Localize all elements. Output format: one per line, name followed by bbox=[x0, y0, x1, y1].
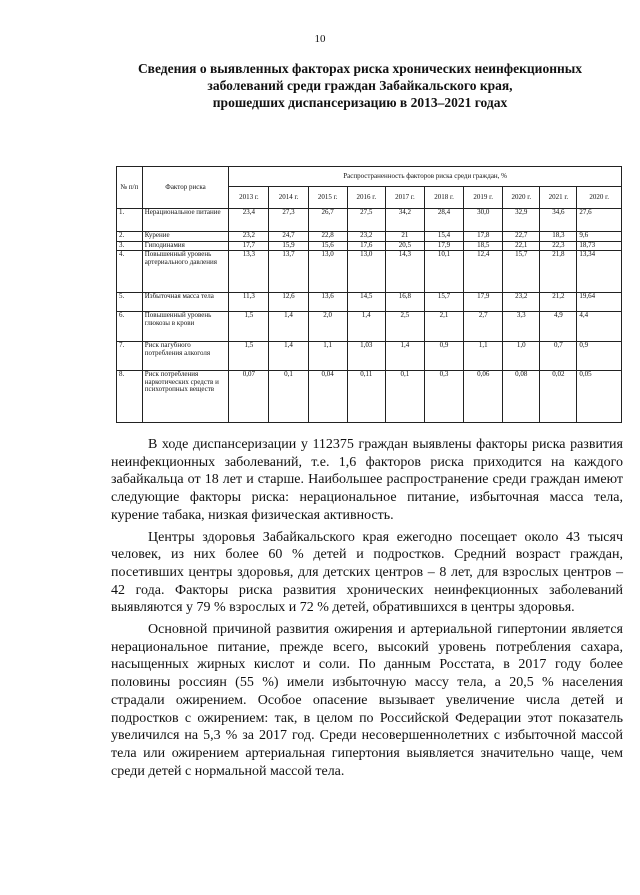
prevalence-value: 4,4 bbox=[577, 312, 622, 342]
risk-factor-name: Избыточная масса тела bbox=[142, 293, 229, 312]
risk-factor-name: Курение bbox=[142, 232, 229, 242]
prevalence-value: 28,4 bbox=[424, 209, 463, 232]
prevalence-value: 11,3 bbox=[229, 293, 269, 312]
paragraph: Основной причиной развития ожирения и артериальной гипертонии является нерациональное питание, прежде всего, высокий уровень потребления сахара, насыщенных жирных кислот и соли. По данным Росстата, в 2017 году более половины россиян (55 %) имели избыточную массу тела, а 20,5 % населения страдали ожирением. Особое опасение вызывает увеличение числа детей и подростков с ожирением: так, в целом по Российской Федерации этот показатель увеличился на 5,3 % за 2017 год. Среди несовершеннолетних с избыточной массой тела или ожирением артериальная гипертония выявляется значительно чаще, чем среди детей с нормальной массой тела. bbox=[111, 622, 623, 779]
prevalence-value: 13,7 bbox=[269, 251, 308, 293]
table-row bbox=[117, 371, 622, 423]
header-num: № п/п bbox=[117, 167, 143, 209]
prevalence-value: 30,0 bbox=[464, 209, 503, 232]
risk-factor-name: Риск потребления наркотических средств и психотропных веществ bbox=[142, 371, 229, 423]
prevalence-value: 0,04 bbox=[308, 371, 347, 423]
prevalence-value: 0,3 bbox=[424, 371, 463, 423]
prevalence-value: 2,1 bbox=[424, 312, 463, 342]
prevalence-value: 34,6 bbox=[540, 209, 577, 232]
risk-factor-name: Риск пагубного потребления алкоголя bbox=[142, 342, 229, 371]
prevalence-value: 13,0 bbox=[347, 251, 385, 293]
header-year: 2020 г. bbox=[577, 187, 622, 209]
header-year: 2020 г. bbox=[503, 187, 540, 209]
prevalence-value: 0,1 bbox=[385, 371, 424, 423]
table-row bbox=[117, 242, 622, 251]
header-year: 2018 г. bbox=[424, 187, 463, 209]
prevalence-value: 19,64 bbox=[577, 293, 622, 312]
prevalence-value: 21,8 bbox=[540, 251, 577, 293]
paragraph: Центры здоровья Забайкальского края ежегодно посещает около 43 тысяч человек, из них более 60 % детей и подростков. Средний возраст граждан, посетивших центры здоровья, для детских центров – 8 лет, для взрослых центров – 42 года. Факторы риска развития хронических неинфекционных заболеваний выявляются у 79 % взрослых и 72 % детей, обратившихся в центры здоровья. bbox=[111, 529, 623, 616]
row-number: 1. bbox=[117, 209, 143, 232]
document-title bbox=[95, 60, 625, 111]
prevalence-value: 21 bbox=[385, 232, 424, 242]
prevalence-value: 10,1 bbox=[424, 251, 463, 293]
header-year: 2017 г. bbox=[385, 187, 424, 209]
prevalence-value: 0,9 bbox=[577, 342, 622, 371]
prevalence-value: 15,4 bbox=[424, 232, 463, 242]
prevalence-value: 22,1 bbox=[503, 242, 540, 251]
risk-factor-name: Повышенный уровень глюкозы в крови bbox=[142, 312, 229, 342]
header-year: 2016 г. bbox=[347, 187, 385, 209]
prevalence-value: 22,8 bbox=[308, 232, 347, 242]
prevalence-value: 0,1 bbox=[269, 371, 308, 423]
prevalence-value: 13,6 bbox=[308, 293, 347, 312]
header-prevalence: Распространенность факторов риска среди граждан, % bbox=[229, 167, 622, 187]
row-number: 8. bbox=[117, 371, 143, 423]
table-row bbox=[117, 209, 622, 232]
prevalence-value: 0,08 bbox=[503, 371, 540, 423]
prevalence-value: 0,9 bbox=[424, 342, 463, 371]
prevalence-value: 14,3 bbox=[385, 251, 424, 293]
header-factor: Фактор риска bbox=[142, 167, 229, 209]
prevalence-value: 17,8 bbox=[464, 232, 503, 242]
row-number: 2. bbox=[117, 232, 143, 242]
risk-factor-name: Гиподинамия bbox=[142, 242, 229, 251]
paragraph: В ходе диспансеризации у 112375 граждан выявлены факторы риска развития неинфекционных заболеваний, т.е. 1,6 факторов риска приходится на каждого забайкальца от 18 лет и старше. Наибольшее распространение среди граждан имеют следующие факторы риска: нерациональное питание, избыточная масса тела, курение табака, низкая физическая активность. bbox=[111, 437, 623, 523]
row-number: 3. bbox=[117, 242, 143, 251]
prevalence-value: 27,6 bbox=[577, 209, 622, 232]
prevalence-value: 14,5 bbox=[347, 293, 385, 312]
prevalence-value: 15,6 bbox=[308, 242, 347, 251]
prevalence-value: 16,8 bbox=[385, 293, 424, 312]
body-text bbox=[111, 436, 623, 784]
prevalence-value: 34,2 bbox=[385, 209, 424, 232]
row-number: 5. bbox=[117, 293, 143, 312]
prevalence-value: 0,11 bbox=[347, 371, 385, 423]
prevalence-value: 23,2 bbox=[347, 232, 385, 242]
prevalence-value: 27,3 bbox=[269, 209, 308, 232]
title-line-2: заболеваний среди граждан Забайкальского края, bbox=[207, 78, 513, 93]
risk-factor-table bbox=[116, 166, 622, 423]
table-row bbox=[117, 342, 622, 371]
prevalence-value: 13,34 bbox=[577, 251, 622, 293]
prevalence-value: 32,9 bbox=[503, 209, 540, 232]
prevalence-value: 12,6 bbox=[269, 293, 308, 312]
prevalence-value: 23,4 bbox=[229, 209, 269, 232]
header-year: 2019 г. bbox=[464, 187, 503, 209]
prevalence-value: 23,2 bbox=[503, 293, 540, 312]
prevalence-value: 20,5 bbox=[385, 242, 424, 251]
prevalence-value: 27,5 bbox=[347, 209, 385, 232]
prevalence-value: 2,5 bbox=[385, 312, 424, 342]
prevalence-value: 4,9 bbox=[540, 312, 577, 342]
row-number: 4. bbox=[117, 251, 143, 293]
page-number: 10 bbox=[314, 33, 326, 45]
prevalence-value: 1,03 bbox=[347, 342, 385, 371]
prevalence-value: 15,7 bbox=[503, 251, 540, 293]
prevalence-value: 18,5 bbox=[464, 242, 503, 251]
prevalence-value: 13,0 bbox=[308, 251, 347, 293]
prevalence-value: 1,5 bbox=[229, 312, 269, 342]
prevalence-value: 18,73 bbox=[577, 242, 622, 251]
prevalence-value: 1,4 bbox=[347, 312, 385, 342]
prevalence-value: 13,3 bbox=[229, 251, 269, 293]
prevalence-value: 0,7 bbox=[540, 342, 577, 371]
header-year: 2015 г. bbox=[308, 187, 347, 209]
prevalence-value: 1,1 bbox=[308, 342, 347, 371]
header-year: 2021 г. bbox=[540, 187, 577, 209]
table-row bbox=[117, 293, 622, 312]
prevalence-value: 1,4 bbox=[269, 342, 308, 371]
prevalence-value: 9,6 bbox=[577, 232, 622, 242]
table-row bbox=[117, 232, 622, 242]
prevalence-value: 1,5 bbox=[229, 342, 269, 371]
prevalence-value: 26,7 bbox=[308, 209, 347, 232]
prevalence-value: 18,3 bbox=[540, 232, 577, 242]
prevalence-value: 24,7 bbox=[269, 232, 308, 242]
prevalence-value: 0,06 bbox=[464, 371, 503, 423]
prevalence-value: 0,05 bbox=[577, 371, 622, 423]
prevalence-value: 12,4 bbox=[464, 251, 503, 293]
row-number: 6. bbox=[117, 312, 143, 342]
prevalence-value: 1,0 bbox=[503, 342, 540, 371]
prevalence-value: 23,2 bbox=[229, 232, 269, 242]
prevalence-value: 3,3 bbox=[503, 312, 540, 342]
title-line-1: Сведения о выявленных факторах риска хронических неинфекционных bbox=[137, 61, 583, 76]
prevalence-value: 17,7 bbox=[229, 242, 269, 251]
table-row bbox=[117, 312, 622, 342]
prevalence-value: 22,3 bbox=[540, 242, 577, 251]
prevalence-value: 21,2 bbox=[540, 293, 577, 312]
title-line-3: прошедших диспансеризацию в 2013–2021 годах bbox=[212, 95, 508, 110]
prevalence-value: 0,02 bbox=[540, 371, 577, 423]
prevalence-value: 17,9 bbox=[464, 293, 503, 312]
risk-factor-name: Повышенный уровень артериального давления bbox=[142, 251, 229, 293]
prevalence-value: 1,4 bbox=[269, 312, 308, 342]
prevalence-value: 2,7 bbox=[464, 312, 503, 342]
prevalence-value: 0,07 bbox=[229, 371, 269, 423]
risk-factor-name: Нерациональное питание bbox=[142, 209, 229, 232]
prevalence-value: 17,6 bbox=[347, 242, 385, 251]
table-row bbox=[117, 251, 622, 293]
header-year: 2014 г. bbox=[269, 187, 308, 209]
prevalence-value: 2,0 bbox=[308, 312, 347, 342]
header-year: 2013 г. bbox=[229, 187, 269, 209]
row-number: 7. bbox=[117, 342, 143, 371]
prevalence-value: 15,7 bbox=[424, 293, 463, 312]
prevalence-value: 1,4 bbox=[385, 342, 424, 371]
prevalence-value: 15,9 bbox=[269, 242, 308, 251]
prevalence-value: 17,9 bbox=[424, 242, 463, 251]
prevalence-value: 1,1 bbox=[464, 342, 503, 371]
prevalence-value: 22,7 bbox=[503, 232, 540, 242]
